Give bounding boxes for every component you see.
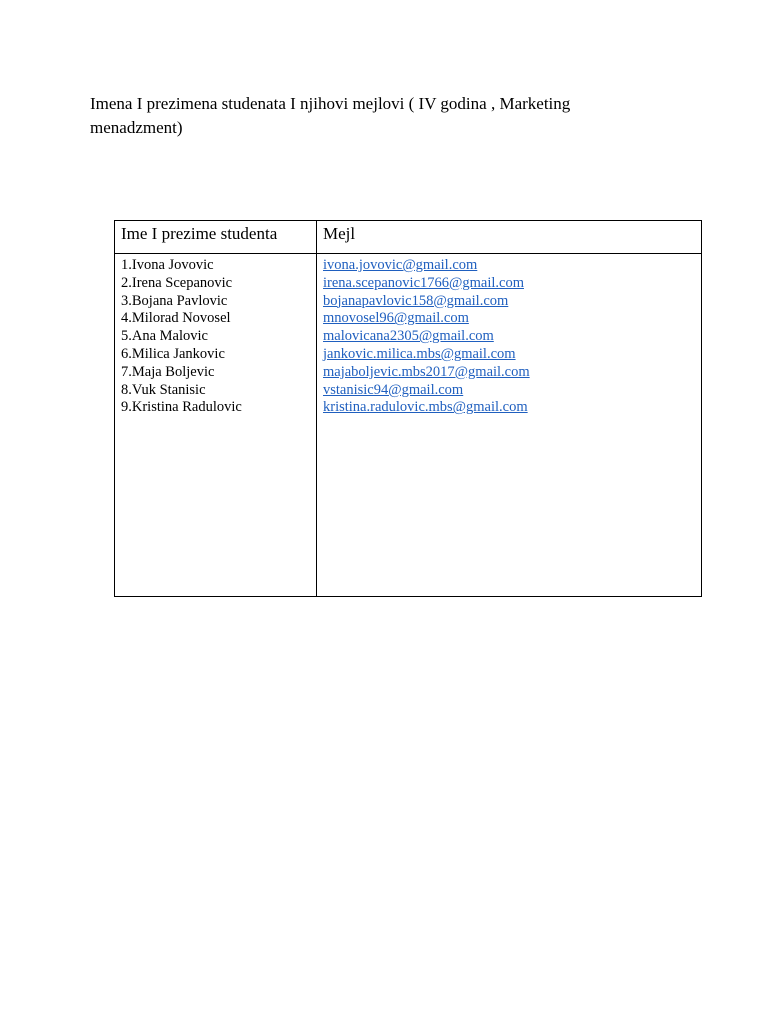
student-name: 4.Milorad Novosel [121, 310, 231, 327]
student-name: 7.Maja Boljevic [121, 363, 215, 380]
email-link[interactable]: jankovic.milica.mbs@gmail.com [323, 345, 516, 362]
document-title: Imena I prezimena studenata I njihovi mejlovi ( IV godina , Marketing menadzment) [90, 94, 571, 137]
email-link[interactable]: mnovosel96@gmail.com [323, 310, 469, 327]
email-item [323, 364, 695, 382]
student-name: 1.Ivona Jovovic [121, 257, 214, 273]
student-name: 6.Milica Jankovic [121, 345, 225, 362]
email-item [323, 257, 695, 275]
student-name: 5.Ana Malovic [121, 328, 208, 345]
table-body-row [115, 254, 702, 597]
email-item [323, 293, 695, 311]
student-name: 9.Kristina Radulovic [121, 399, 242, 416]
student-email-table [114, 220, 702, 597]
student-name: 2.Irena Scepanovic [121, 274, 233, 291]
student-name-list [121, 257, 310, 417]
email-link[interactable]: vstanisic94@gmail.com [323, 381, 464, 398]
names-cell [115, 254, 317, 597]
emails-cell [317, 254, 702, 597]
email-link[interactable]: irena.scepanovic1766@gmail.com [323, 274, 524, 291]
email-link[interactable]: bojanapavlovic158@gmail.com [323, 292, 509, 309]
header-name: Ime I prezime studenta [115, 221, 317, 254]
email-link[interactable]: malovicana2305@gmail.com [323, 328, 494, 345]
student-name: 8.Vuk Stanisic [121, 381, 206, 398]
student-name: 3.Bojana Pavlovic [121, 292, 228, 309]
email-link[interactable]: ivona.jovovic@gmail.com [323, 257, 478, 273]
student-email-list [323, 257, 695, 417]
table-header-row [115, 221, 702, 254]
email-link[interactable]: kristina.radulovic.mbs@gmail.com [323, 399, 528, 416]
email-link[interactable]: majaboljevic.mbs2017@gmail.com [323, 363, 530, 380]
email-item [323, 382, 695, 400]
email-item [323, 310, 695, 328]
email-item [323, 328, 695, 346]
email-item [323, 275, 695, 293]
email-item [323, 346, 695, 364]
email-item [323, 399, 695, 417]
header-email: Mejl [317, 221, 702, 254]
